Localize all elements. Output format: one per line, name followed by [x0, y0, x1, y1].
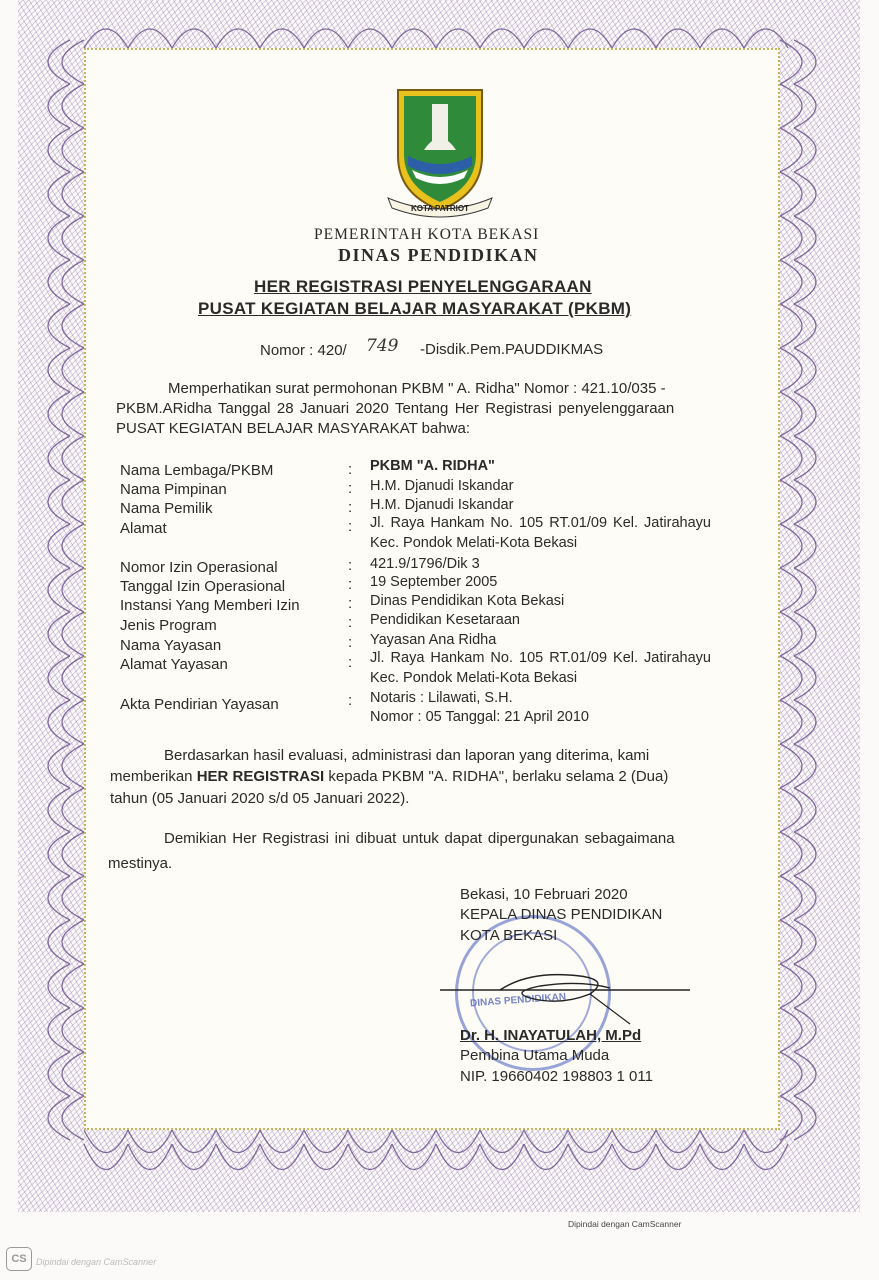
detail-value: H.M. Djanudi Iskandar: [370, 478, 514, 494]
signatory-name: Dr. H. INAYATULAH, M.Pd: [460, 1027, 642, 1044]
body-p1-line2: memberikan HER REGISTRASI kepada PKBM "A. RIDHA", berlaku selama 2 (Dua): [110, 768, 669, 785]
signatory-rank: Pembina Utama Muda: [460, 1047, 610, 1064]
signature-place-date: Bekasi, 10 Februari 2020: [460, 886, 628, 903]
colon: :: [348, 634, 353, 651]
nomor-suffix: -Disdik.Pem.PAUDDIKMAS: [420, 341, 604, 358]
kota-bekasi-emblem-icon: [384, 86, 496, 220]
detail-value: Jl. Raya Hankam No. 105 RT.01/09 Kel. Jatirahayu: [370, 515, 711, 531]
intro-line2: PKBM.ARidha Tanggal 28 Januari 2020 Tentang Her Registrasi penyelenggaraan: [116, 400, 675, 417]
colon: :: [348, 692, 353, 709]
body-p1-line3: tahun (05 Januari 2020 s/d 05 Januari 2022).: [110, 790, 410, 807]
detail-value-cont: Kec. Pondok Melati-Kota Bekasi: [370, 670, 578, 686]
colon: :: [348, 654, 353, 671]
intro-line3: PUSAT KEGIATAN BELAJAR MASYARAKAT bahwa:: [116, 420, 471, 437]
nomor-prefix: Nomor : 420/: [260, 342, 347, 359]
department-name: DINAS PENDIDIKAN: [338, 245, 539, 265]
signatory-nip: NIP. 19660402 198803 1 011: [460, 1068, 653, 1085]
detail-value: 19 September 2005: [370, 574, 498, 590]
her-registrasi-bold: HER REGISTRASI: [196, 768, 325, 785]
detail-value: PKBM "A. RIDHA": [370, 458, 495, 474]
detail-value: Yayasan Ana Ridha: [370, 632, 497, 648]
detail-label: Nomor Izin Operasional: [120, 559, 278, 576]
scanner-watermark-left: Dipindai dengan CamScanner: [36, 1257, 157, 1267]
colon: :: [348, 576, 353, 593]
detail-value: Dinas Pendidikan Kota Bekasi: [370, 593, 565, 609]
detail-label: Alamat Yayasan: [120, 656, 228, 673]
detail-label: Alamat: [120, 520, 167, 537]
colon: :: [348, 499, 353, 516]
colon: :: [348, 480, 353, 497]
signature-position2: KOTA BEKASI: [460, 927, 558, 944]
detail-value: Jl. Raya Hankam No. 105 RT.01/09 Kel. Jatirahayu: [370, 650, 711, 666]
detail-label: Nama Pimpinan: [120, 481, 227, 498]
scanner-watermark-right: Dipindai dengan CamScanner: [568, 1219, 682, 1229]
signature-position1: KEPALA DINAS PENDIDIKAN: [460, 906, 663, 923]
colon: :: [348, 595, 353, 612]
body-p2-line2: mestinya.: [108, 855, 173, 872]
detail-label: Nama Pemilik: [120, 500, 213, 517]
detail-value: Pendidikan Kesetaraan: [370, 612, 520, 628]
title-line2: PUSAT KEGIATAN BELAJAR MASYARAKAT (PKBM): [198, 299, 632, 318]
detail-label: Instansi Yang Memberi Izin: [120, 597, 300, 614]
nomor-handwritten: 749: [366, 336, 399, 356]
colon: :: [348, 557, 353, 574]
body-p1-line1: Berdasarkan hasil evaluasi, administrasi dan laporan yang diterima, kami: [164, 747, 650, 764]
logo-ribbon-text: KOTA PATRIOT: [411, 204, 469, 213]
stamp-text: DINAS PENDIDIKAN: [469, 991, 567, 1010]
intro-line1: Memperhatikan surat permohonan PKBM " A. Ridha" Nomor : 421.10/035 -: [168, 380, 666, 397]
detail-value-cont: Nomor : 05 Tanggal: 21 April 2010: [370, 709, 589, 725]
colon: :: [348, 614, 353, 631]
camscanner-logo-icon: CS: [6, 1247, 32, 1271]
detail-label: Jenis Program: [120, 617, 217, 634]
detail-label: Tanggal Izin Operasional: [120, 578, 286, 595]
body-p2-line1: Demikian Her Registrasi ini dibuat untuk dapat dipergunakan sebagaimana: [164, 830, 675, 847]
title-line1: HER REGISTRASI PENYELENGGARAAN: [254, 277, 592, 296]
colon: :: [348, 461, 353, 478]
detail-label: Nama Yayasan: [120, 637, 222, 654]
detail-value: 421.9/1796/Dik 3: [370, 556, 480, 572]
colon: :: [348, 518, 353, 535]
handwritten-signature-icon: [440, 960, 700, 1030]
detail-label: Akta Pendirian Yayasan: [120, 696, 279, 713]
detail-value-cont: Kec. Pondok Melati-Kota Bekasi: [370, 535, 578, 551]
detail-value: Notaris : Lilawati, S.H.: [370, 690, 513, 706]
government-name: PEMERINTAH KOTA BEKASI: [314, 226, 540, 243]
detail-label: Nama Lembaga/PKBM: [120, 462, 274, 479]
detail-value: H.M. Djanudi Iskandar: [370, 497, 514, 513]
